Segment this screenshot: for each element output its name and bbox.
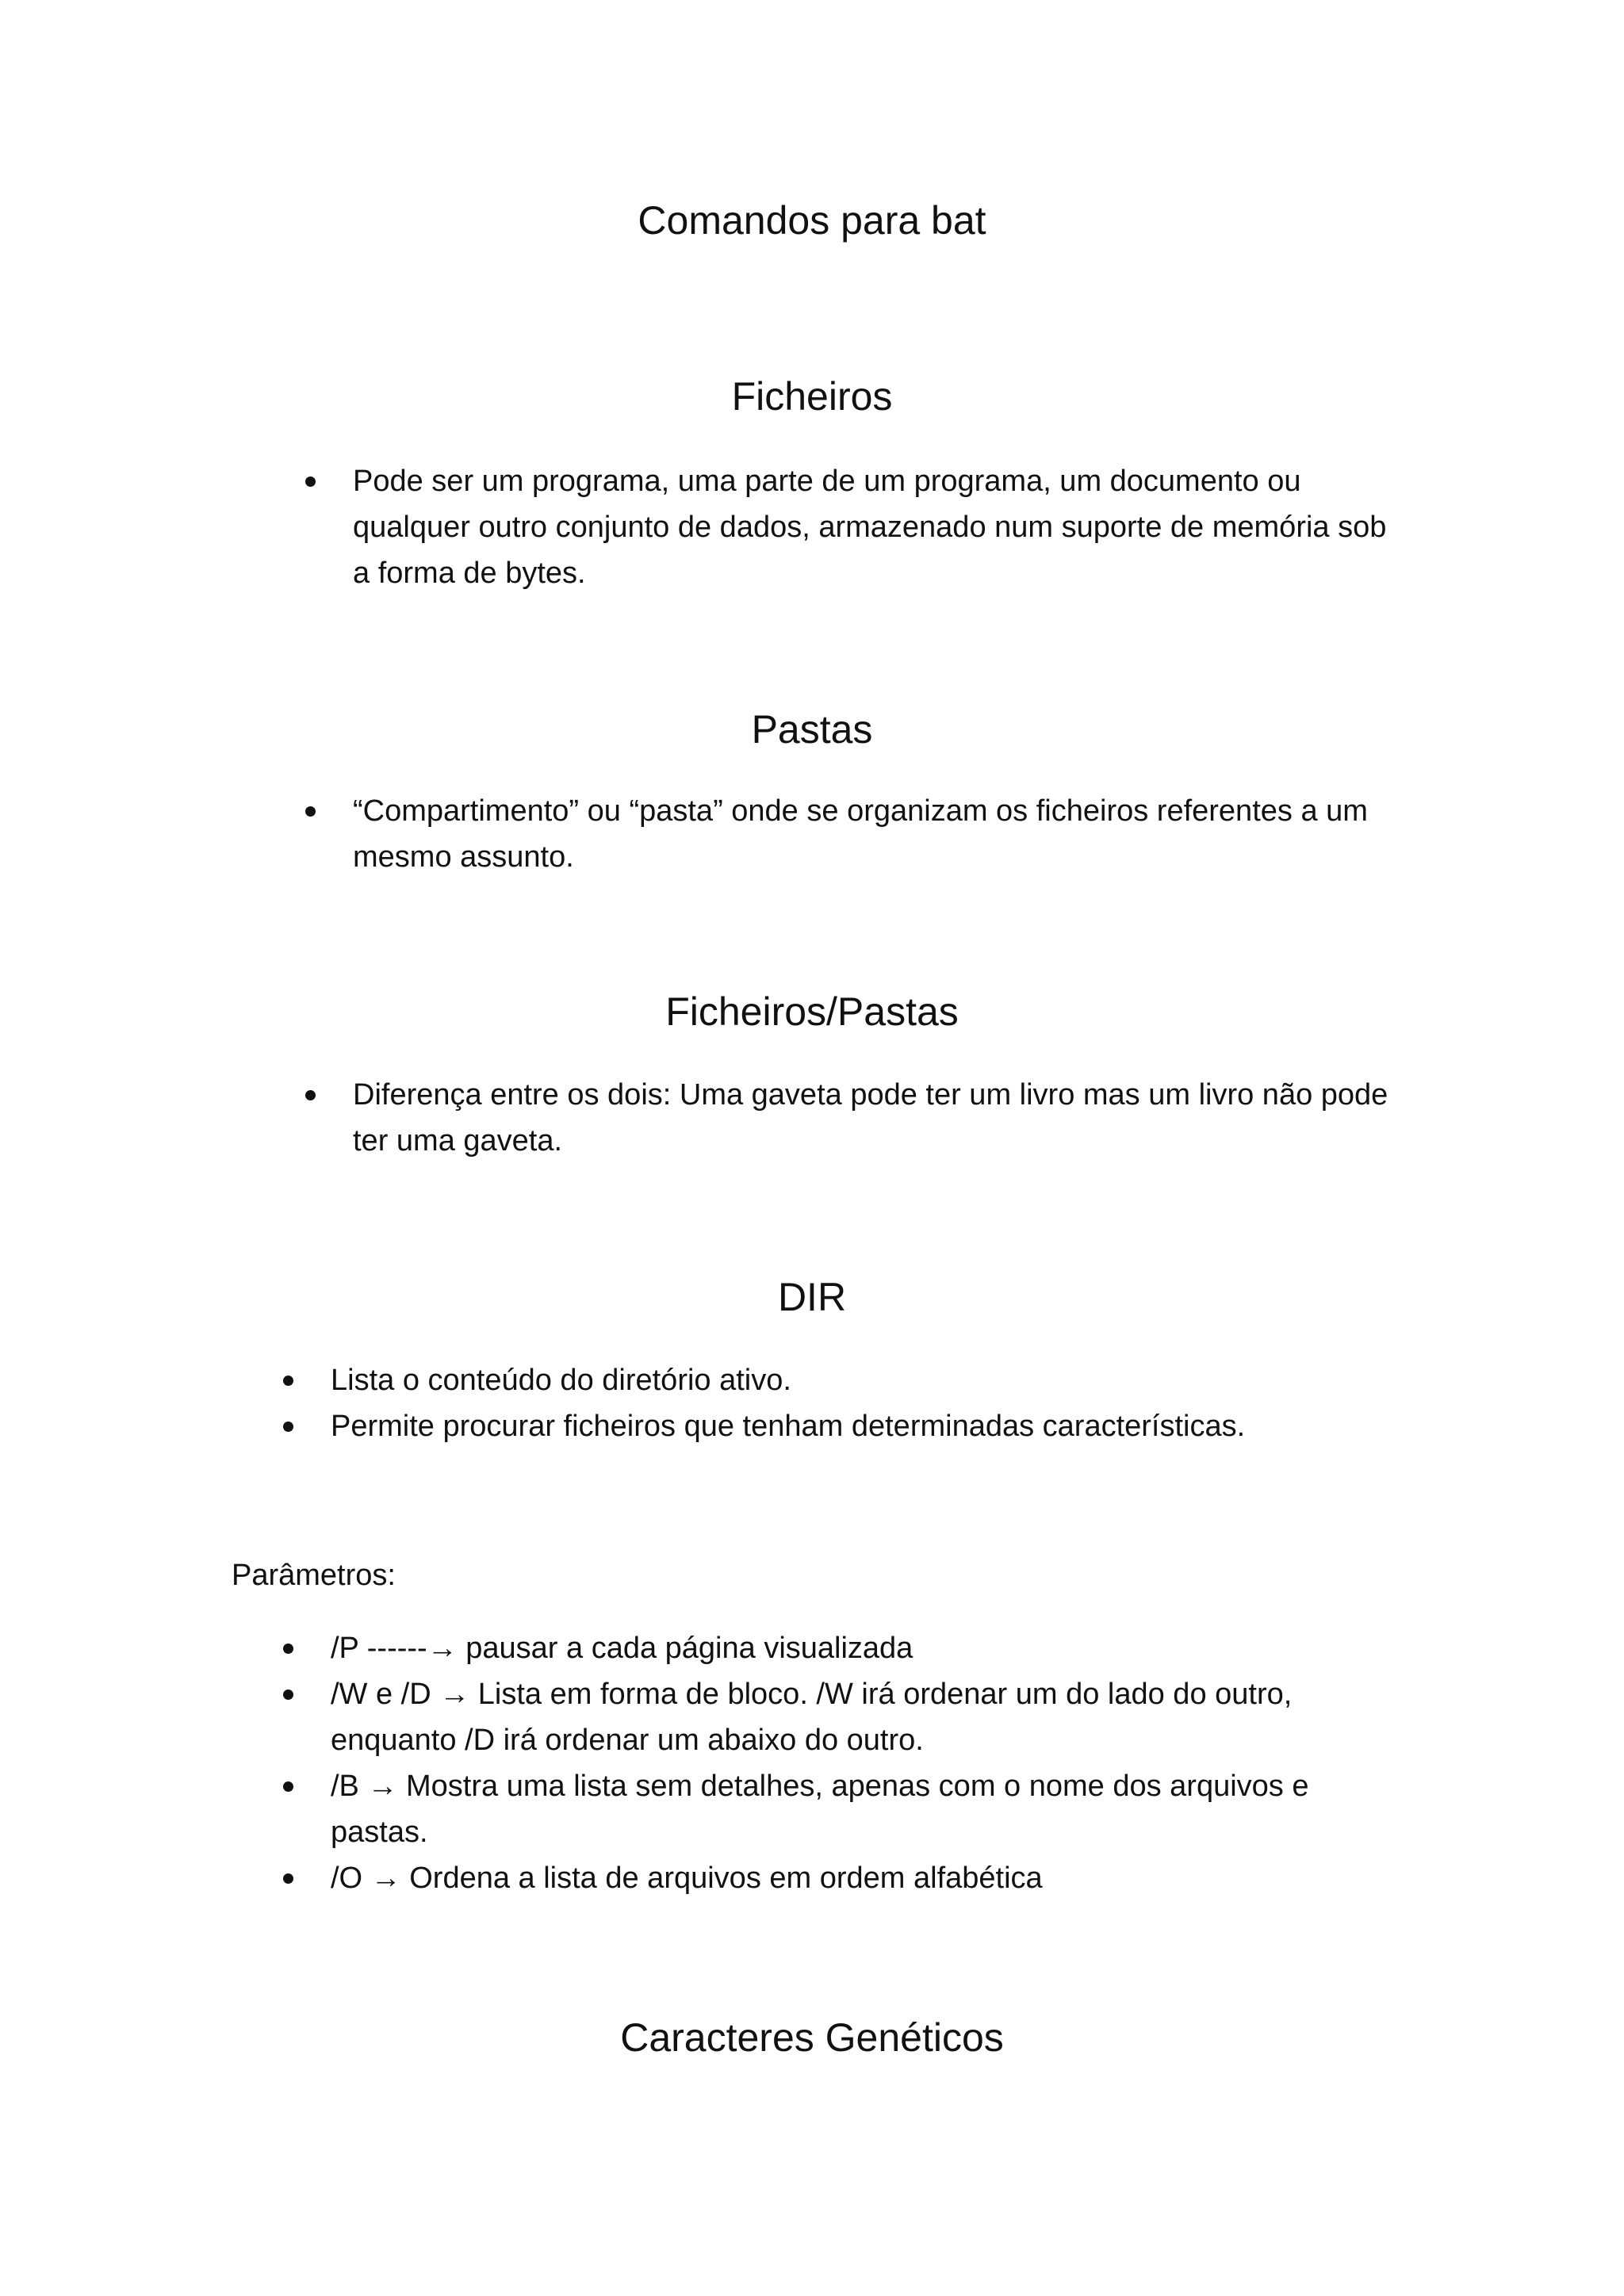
ficheiros-list <box>353 458 1400 596</box>
list-item-text: Permite procurar ficheiros que tenham determinadas características. <box>331 1410 1246 1443</box>
bullet-icon <box>283 1689 293 1700</box>
list-item-text: Pode ser um programa, uma parte de um programa, um documento ou qualquer outro conjunto de dados, armazenado num suporte de memória sob a forma de bytes. <box>353 465 1387 590</box>
section-heading-ficheiros: Ficheiros <box>731 374 893 419</box>
list-item-text: /B → Mostra uma lista sem detalhes, apenas com o nome dos arquivos e pastas. <box>331 1770 1309 1849</box>
section-heading-caracteres-geneticos: Caracteres Genéticos <box>620 2015 1004 2060</box>
list-item <box>331 1671 1401 1763</box>
list-item-text: Diferença entre os dois: Uma gaveta pode ter um livro mas um livro não pode ter uma gaveta. <box>353 1078 1388 1158</box>
section-heading-dir: DIR <box>777 1275 847 1319</box>
list-item-text: “Compartimento” ou “pasta” onde se organizam os ficheiros referentes a um mesmo assunto. <box>353 794 1368 874</box>
list-item <box>331 1625 1401 1671</box>
bullet-icon <box>283 1422 293 1432</box>
list-item <box>331 1403 1401 1449</box>
list-item <box>353 788 1400 880</box>
parameters-label: Parâmetros: <box>232 1559 396 1592</box>
ficheiros-pastas-list <box>353 1072 1400 1164</box>
bullet-icon <box>305 1090 316 1100</box>
list-item-text: /P ------→ pausar a cada página visualizada <box>331 1632 914 1665</box>
document-title: Comandos para bat <box>638 198 986 243</box>
parameters-list <box>331 1625 1401 1901</box>
list-item <box>353 458 1400 596</box>
section-heading-pastas: Pastas <box>751 707 873 752</box>
section-heading-ficheiros-pastas: Ficheiros/Pastas <box>665 989 959 1034</box>
list-item-text: /W e /D → Lista em forma de bloco. /W irá ordenar um do lado do outro, enquanto /D irá ordenar um abaixo do outro. <box>331 1678 1293 1757</box>
bullet-icon <box>305 476 316 487</box>
bullet-icon <box>283 1644 293 1654</box>
bullet-icon <box>283 1376 293 1386</box>
dir-list <box>331 1357 1401 1449</box>
list-item-text: Lista o conteúdo do diretório ativo. <box>331 1364 791 1397</box>
list-item <box>331 1855 1401 1901</box>
list-item-text: /O → Ordena a lista de arquivos em ordem alfabética <box>331 1862 1043 1895</box>
pastas-list <box>353 788 1400 880</box>
list-item <box>331 1763 1401 1855</box>
bullet-icon <box>283 1873 293 1884</box>
list-item <box>331 1357 1401 1403</box>
bullet-icon <box>305 806 316 817</box>
bullet-icon <box>283 1781 293 1792</box>
list-item <box>353 1072 1400 1164</box>
